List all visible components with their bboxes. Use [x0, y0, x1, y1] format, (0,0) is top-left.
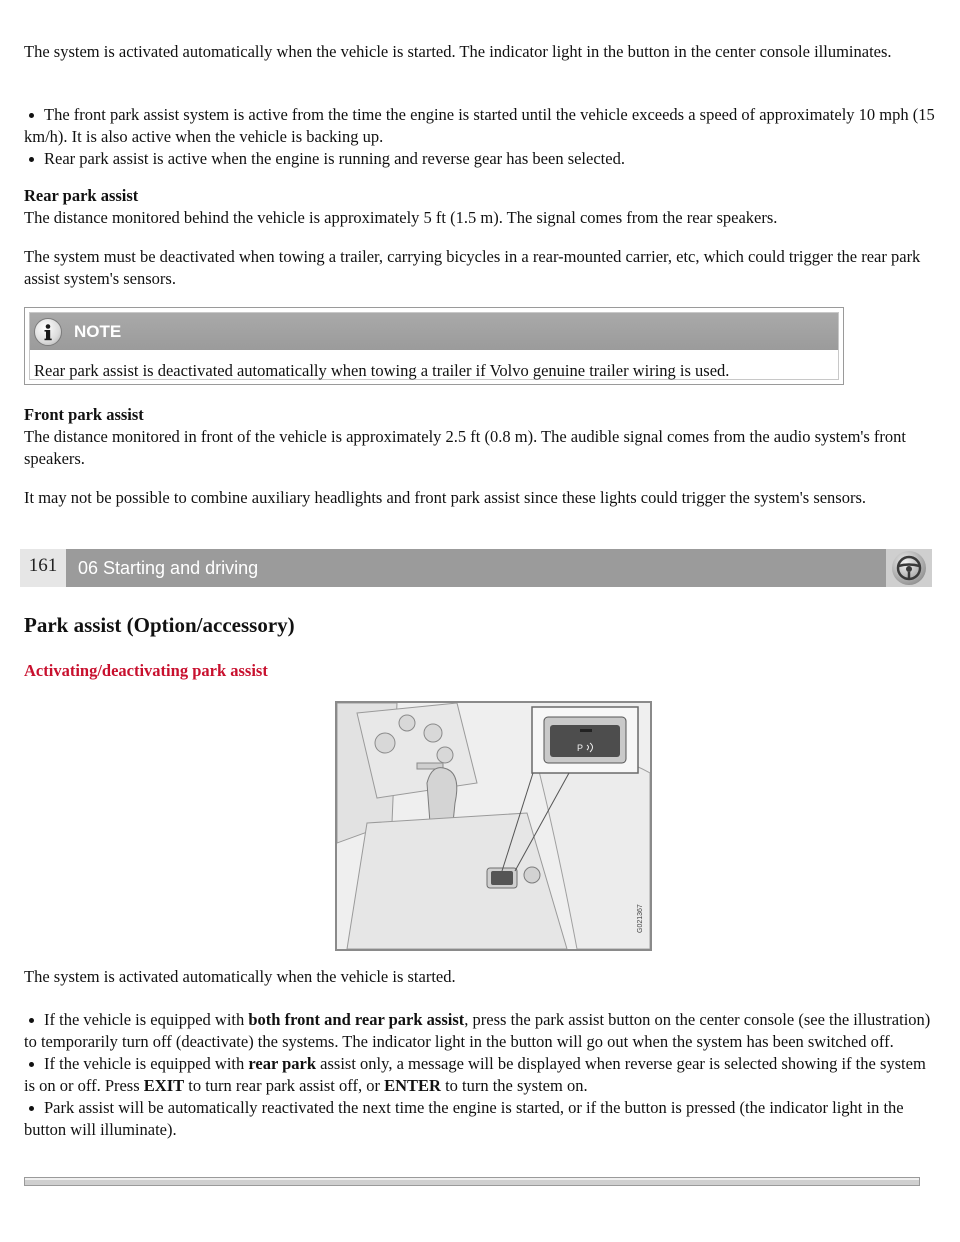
towing-text: The system must be deactivated when towing a trailer, carrying bicycles in a rear-mounted carrier, etc, which could trigger the rear park assist system's sensors.: [24, 247, 921, 288]
page-number: 161: [20, 549, 66, 587]
rear-heading: Rear park assist: [24, 186, 139, 205]
chapter-title: 06 Starting and driving: [78, 558, 259, 578]
divider: [24, 1177, 920, 1186]
list-item-text: The front park assist system is active from the time the engine is started until the vehicle exceeds a speed of approximately 10 mph (15 km/h). It is also active when the vehicle is backing up.: [24, 105, 935, 146]
activity-list: [24, 104, 939, 170]
list-item: If the vehicle is equipped with rear park assist only, a message will be displayed when reverse gear is selected showing if the system is on or off. Press EXIT to turn rear park assist off, or ENTER to turn the system on.: [24, 1053, 939, 1097]
intro-paragraph: The system is activated automatically when the vehicle is started. The indicator light in the button in the center console illuminates.: [24, 42, 892, 61]
instructions-list: [24, 1009, 939, 1141]
steering-wheel-icon: [886, 549, 932, 587]
info-icon: [34, 318, 62, 346]
note-header: [30, 313, 838, 350]
section-title: Park assist (Option/accessory): [24, 613, 295, 637]
note-box: [24, 307, 844, 385]
center-console-illustration: [335, 701, 652, 951]
list-item: Park assist will be automatically reactivated the next time the engine is started, or if the button is pressed (the indicator light in the button will illuminate).: [24, 1097, 939, 1141]
front-heading: Front park assist: [24, 405, 144, 424]
activated-text: The system is activated automatically when the vehicle is started.: [24, 967, 456, 986]
chapter-bar: [20, 549, 932, 587]
front-text: The distance monitored in front of the vehicle is approximately 2.5 ft (0.8 m). The audible signal comes from the audio system's front speakers.: [24, 427, 906, 468]
list-item-text: Rear park assist is active when the engine is running and reverse gear has been selected.: [44, 149, 625, 168]
note-title: NOTE: [74, 322, 122, 341]
section-subtitle: Activating/deactivating park assist: [24, 661, 268, 680]
note-text: Rear park assist is deactivated automatically when towing a trailer if Volvo genuine trailer wiring is used.: [34, 361, 730, 380]
list-item: If the vehicle is equipped with both front and rear park assist, press the park assist button on the center console (see the illustration) to temporarily turn off (deactivate) the systems. The indicator light in the button will go out when the system has been switched off.: [24, 1009, 939, 1053]
list-item: [24, 104, 939, 148]
list-item: [24, 148, 939, 170]
svg-text:P: P: [577, 743, 584, 753]
rear-text: The distance monitored behind the vehicle is approximately 5 ft (1.5 m). The signal comes from the rear speakers.: [24, 208, 778, 227]
lights-text: It may not be possible to combine auxiliary headlights and front park assist since these lights could trigger the system's sensors.: [24, 488, 867, 507]
figure-code: G021367: [637, 904, 644, 933]
